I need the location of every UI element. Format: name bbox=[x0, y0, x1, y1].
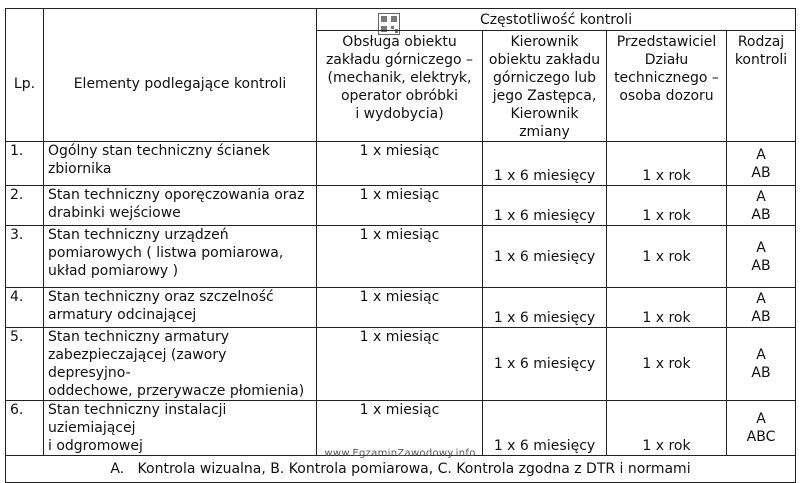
row-number: 5. bbox=[6, 328, 44, 401]
row-kind: A ABC bbox=[727, 401, 796, 456]
row-dept-frequency: 1 x rok bbox=[607, 226, 727, 288]
row-manager-frequency: 1 x 6 miesięcy bbox=[483, 226, 607, 288]
header-frequency: Częstotliwość kontroli bbox=[317, 9, 796, 31]
header-lp: Lp. bbox=[6, 9, 44, 142]
table-row bbox=[6, 328, 796, 401]
row-dept-frequency: 1 x rok bbox=[607, 328, 727, 401]
row-dept-frequency: 1 x rok bbox=[607, 401, 727, 456]
header-dept: Przedstawiciel Działu technicznego – osoba dozoru bbox=[607, 31, 727, 142]
legend: A. Kontrola wizualna, B. Kontrola pomiarowa, C. Kontrola zgodna z DTR i normami bbox=[6, 456, 796, 483]
row-number: 3. bbox=[6, 226, 44, 288]
row-element: Stan techniczny instalacji uziemiającej i odgromowej bbox=[44, 401, 317, 456]
row-staff-frequency: 1 x miesiąc bbox=[317, 288, 483, 328]
table-row bbox=[6, 186, 796, 226]
footer-watermark: www.EgzaminZawodowy.info bbox=[324, 448, 476, 459]
row-element: Stan techniczny oraz szczelność armatury odcinającej bbox=[44, 288, 317, 328]
row-dept-frequency: 1 x rok bbox=[607, 142, 727, 186]
row-kind: A AB bbox=[727, 186, 796, 226]
header-elements: Elementy podlegające kontroli bbox=[44, 9, 317, 142]
header-staff: Obsługa obiektu zakładu górniczego – (mechanik, elektryk, operator obróbki i wydobycia) bbox=[317, 31, 483, 142]
row-element: Stan techniczny oporęczowania oraz drabinki wejściowe bbox=[44, 186, 317, 226]
row-element: Stan techniczny urządzeń pomiarowych ( listwa pomiarowa, układ pomiarowy ) bbox=[44, 226, 317, 288]
control-table bbox=[5, 8, 796, 483]
row-staff-frequency: 1 x miesiąc bbox=[317, 328, 483, 401]
row-kind: A AB bbox=[727, 142, 796, 186]
row-element: Ogólny stan techniczny ścianek zbiornika bbox=[44, 142, 317, 186]
row-element: Stan techniczny armatury zabezpieczającej (zawory depresyjno- oddechowe, przerywacze płomienia) bbox=[44, 328, 317, 401]
row-staff-frequency: 1 x miesiąc bbox=[317, 186, 483, 226]
row-number: 4. bbox=[6, 288, 44, 328]
row-manager-frequency: 1 x 6 miesięcy bbox=[483, 328, 607, 401]
row-manager-frequency: 1 x 6 miesięcy bbox=[483, 401, 607, 456]
row-manager-frequency: 1 x 6 miesięcy bbox=[483, 186, 607, 226]
row-number: 1. bbox=[6, 142, 44, 186]
row-staff-frequency: 1 x miesiąc bbox=[317, 142, 483, 186]
row-number: 2. bbox=[6, 186, 44, 226]
row-manager-frequency: 1 x 6 miesięcy bbox=[483, 142, 607, 186]
header-manager: Kierownik obiektu zakładu górniczego lub jego Zastępca, Kierownik zmiany bbox=[483, 31, 607, 142]
row-dept-frequency: 1 x rok bbox=[607, 186, 727, 226]
row-number: 6. bbox=[6, 401, 44, 456]
row-dept-frequency: 1 x rok bbox=[607, 288, 727, 328]
header-kind: Rodzaj kontroli bbox=[727, 31, 796, 142]
table-row bbox=[6, 226, 796, 288]
row-kind: A AB bbox=[727, 328, 796, 401]
table-row bbox=[6, 142, 796, 186]
row-staff-frequency: 1 x miesiąc bbox=[317, 226, 483, 288]
row-kind: A AB bbox=[727, 288, 796, 328]
row-staff-frequency: 1 x miesiąc bbox=[317, 401, 483, 456]
row-manager-frequency: 1 x 6 miesięcy bbox=[483, 288, 607, 328]
table-row bbox=[6, 288, 796, 328]
row-kind: A AB bbox=[727, 226, 796, 288]
